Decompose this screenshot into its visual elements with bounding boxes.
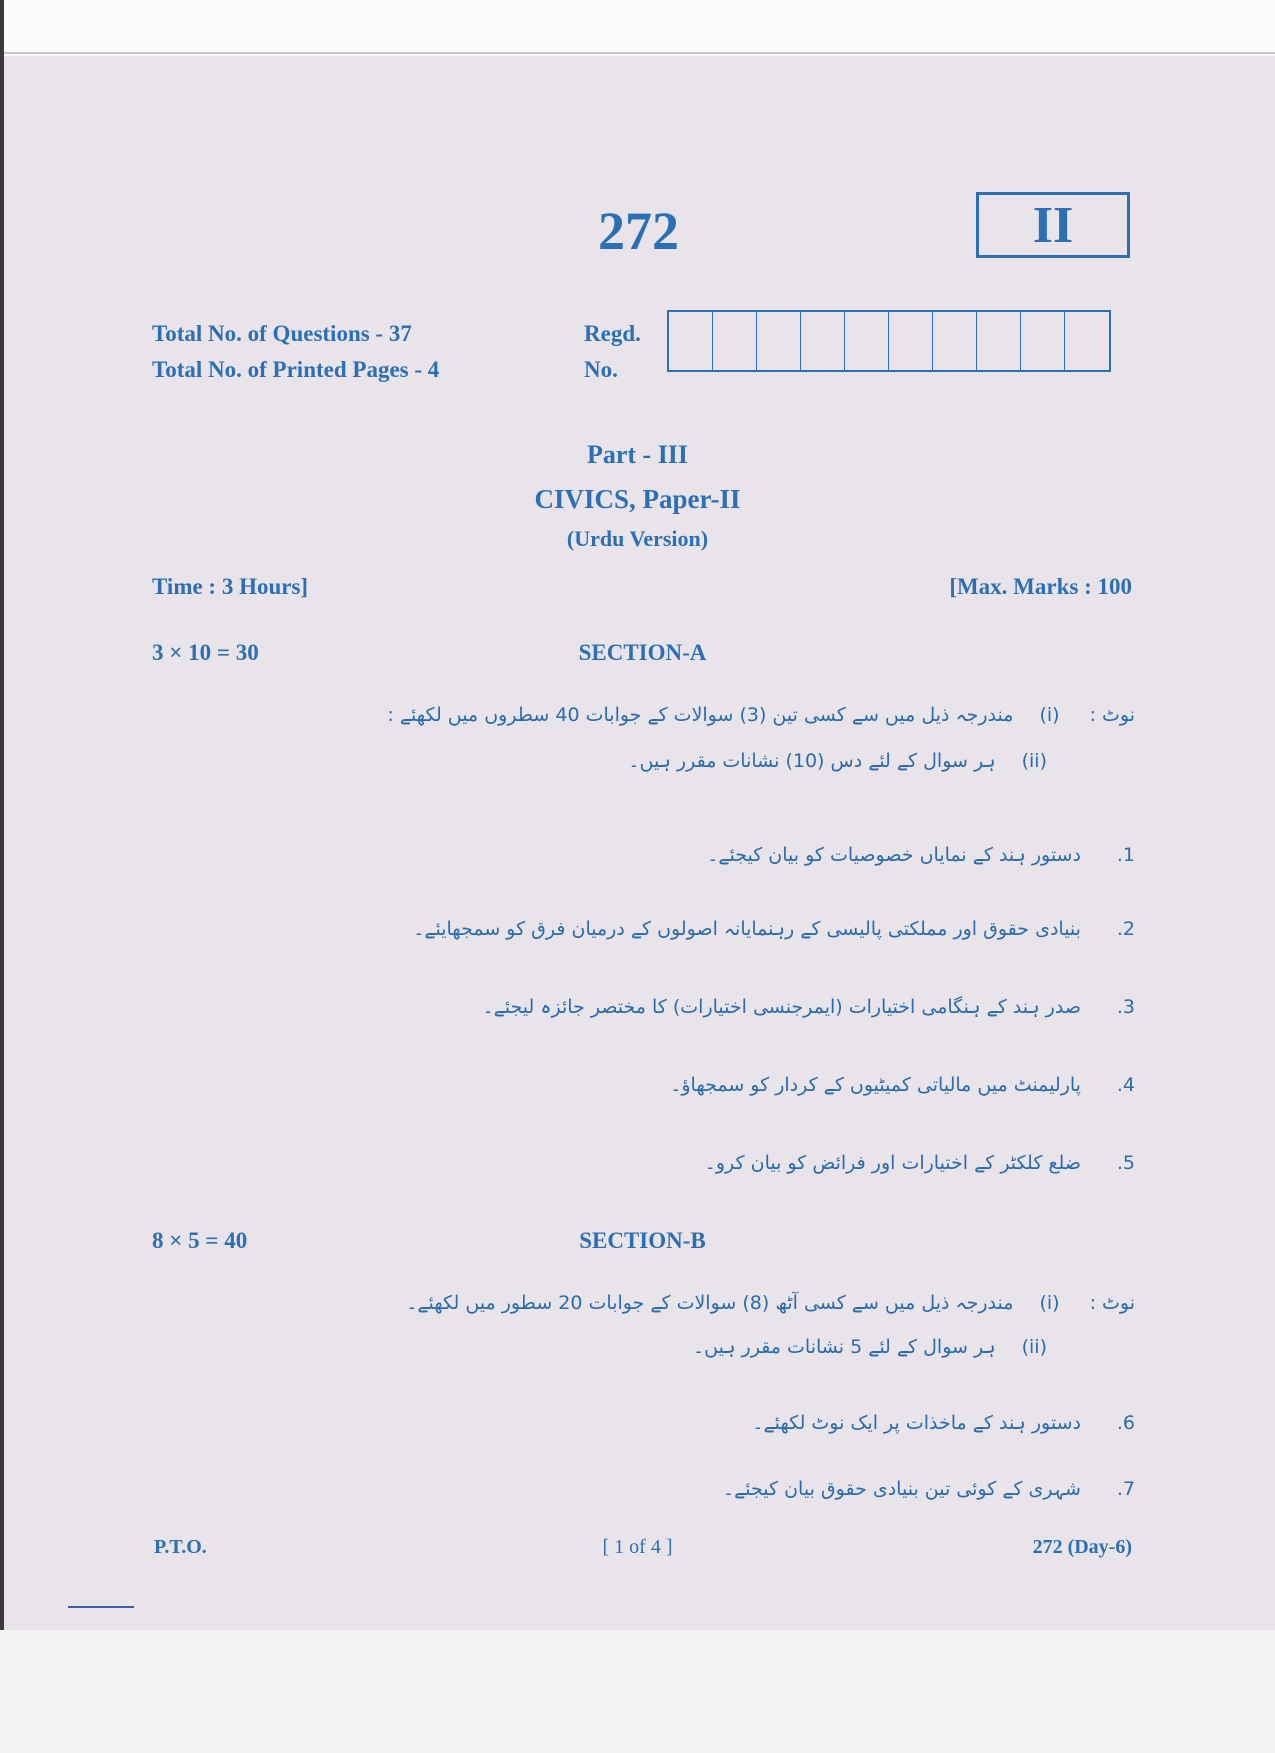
section-b-marks: 8 × 5 = 40	[152, 1228, 248, 1253]
question-item	[670, 1074, 1135, 1096]
paper-day-code: 272 (Day-6)	[1032, 1536, 1132, 1558]
note-text: مندرجہ ذیل میں سے کسی تین (3) سوالات کے جوابات 40 سطروں میں لکھئے :	[387, 704, 1014, 726]
note-text: مندرجہ ذیل میں سے کسی آٹھ (8) سوالات کے جوابات 20 سطور میں لکھئے۔	[406, 1292, 1014, 1314]
question-number: 6.	[1116, 1412, 1135, 1434]
part-title: Part - III	[586, 440, 689, 469]
question-text: صدر ہند کے ہنگامی اختیارات (ایمرجنسی اختیارات) کا مختصر جائزہ لیجئے۔	[482, 996, 1081, 1018]
regd-digit-box[interactable]	[757, 312, 801, 370]
question-number: 5.	[1116, 1152, 1135, 1174]
question-item	[483, 996, 1135, 1018]
regd-digit-box[interactable]	[933, 312, 977, 370]
note-mark: (ii)	[1021, 750, 1047, 772]
question-item	[705, 1152, 1135, 1174]
regd-digit-box[interactable]	[1021, 312, 1065, 370]
regd-digit-box[interactable]	[669, 312, 713, 370]
regd-digit-box[interactable]	[1065, 312, 1109, 370]
question-item	[413, 918, 1135, 940]
question-number: 3.	[1116, 996, 1135, 1018]
section-b-heading: SECTION-B	[579, 1228, 706, 1253]
paper-meta	[152, 316, 439, 388]
note-text: ہر سوال کے لئے 5 نشانات مقرر ہیں۔	[693, 1336, 996, 1358]
note-mark: (ii)	[1021, 1336, 1047, 1358]
margin-mark	[68, 1606, 134, 1608]
section-b-note-2	[693, 1336, 1135, 1358]
question-number: 1.	[1116, 844, 1135, 866]
question-number: 7.	[1116, 1478, 1135, 1500]
regd-digit-box[interactable]	[889, 312, 933, 370]
subject-title: CIVICS, Paper-II	[534, 484, 741, 514]
scan-left-edge	[0, 0, 4, 1753]
section-a-note-1	[387, 704, 1135, 726]
section-b-note-1	[406, 1292, 1135, 1314]
total-questions: Total No. of Questions - 37	[152, 321, 412, 346]
total-pages: Total No. of Printed Pages - 4	[152, 357, 440, 382]
question-item	[723, 1478, 1135, 1500]
note-label: نوٹ :	[1089, 704, 1135, 726]
set-number: II	[1032, 196, 1074, 254]
note-mark: (i)	[1039, 704, 1060, 726]
question-item	[752, 1412, 1135, 1434]
regd-digit-box[interactable]	[977, 312, 1021, 370]
version-label: (Urdu Version)	[566, 526, 709, 551]
time-allowed: Time : 3 Hours]	[152, 574, 309, 599]
regd-digit-box[interactable]	[801, 312, 845, 370]
regd-digit-box[interactable]	[845, 312, 889, 370]
paper-code: 272	[598, 201, 679, 261]
question-text: بنیادی حقوق اور مملکتی پالیسی کے رہنمایانہ اصولوں کے درمیان فرق کو سمجھایئے۔	[413, 918, 1081, 940]
question-item	[707, 844, 1135, 866]
max-marks: [Max. Marks : 100	[949, 574, 1132, 599]
question-number: 2.	[1116, 918, 1135, 940]
regd-label-line1: Regd.	[584, 321, 641, 346]
set-number-box	[976, 192, 1130, 258]
question-number: 4.	[1116, 1074, 1135, 1096]
question-text: ضلع کلکٹر کے اختیارات اور فرائض کو بیان کرو۔	[704, 1152, 1081, 1174]
note-label: نوٹ :	[1089, 1292, 1135, 1314]
question-text: پارلیمنٹ میں مالیاتی کمیٹیوں کے کردار کو سمجھاؤ۔	[670, 1074, 1081, 1096]
question-text: دستور ہند کے ماخذات پر ایک نوٹ لکھئے۔	[752, 1412, 1081, 1434]
scan-top-margin	[0, 0, 1275, 56]
page-edge-line	[0, 52, 1275, 54]
page-counter: [ 1 of 4 ]	[602, 1536, 673, 1558]
scan-bottom-margin	[0, 1630, 1275, 1753]
section-a-heading: SECTION-A	[578, 640, 707, 665]
note-text: ہر سوال کے لئے دس (10) نشانات مقرر ہیں۔	[628, 750, 996, 772]
regd-number-boxes[interactable]	[667, 310, 1111, 372]
regd-digit-box[interactable]	[713, 312, 757, 370]
regd-label	[584, 316, 641, 388]
question-text: شہری کے کوئی تین بنیادی حقوق بیان کیجئے۔	[723, 1478, 1081, 1500]
section-a-note-2	[628, 750, 1135, 772]
pto-label: P.T.O.	[154, 1536, 207, 1558]
regd-label-line2: No.	[584, 357, 618, 382]
question-text: دستور ہند کے نمایاں خصوصیات کو بیان کیجئے۔	[707, 844, 1081, 866]
note-mark: (i)	[1039, 1292, 1060, 1314]
section-a-marks: 3 × 10 = 30	[152, 640, 259, 665]
